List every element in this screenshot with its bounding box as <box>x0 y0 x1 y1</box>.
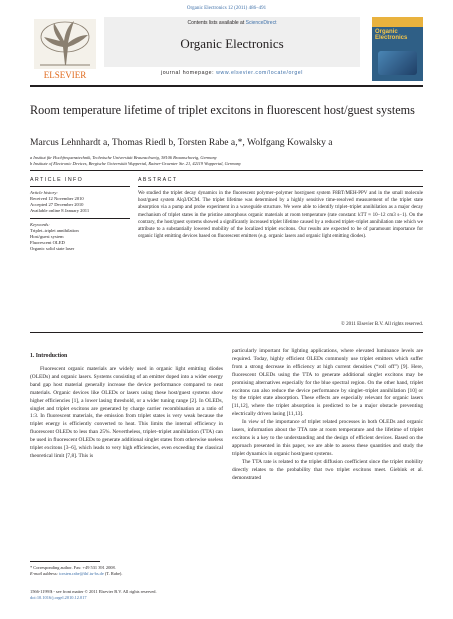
affiliation-b: b Institute of Electronic Devices, Bergische Universität Wuppertal, Rainer-Gruenter Str. 21, 42119 Wuppertal, Germany <box>30 161 241 166</box>
history-accepted: Accepted 27 December 2010 <box>30 202 84 207</box>
history-received: Received 12 November 2010 <box>30 196 84 201</box>
abstract-rule <box>138 186 423 187</box>
elsevier-tree-icon <box>30 17 100 81</box>
keyword-item: Triplet–triplet annihilation <box>30 228 79 233</box>
elsevier-logo <box>30 17 100 81</box>
abstract-heading: ABSTRACT <box>138 177 178 183</box>
email-prefix: E-mail address: <box>30 571 59 576</box>
elsevier-wordmark: ELSEVIER <box>43 70 87 80</box>
homepage-prefix: journal homepage: <box>160 70 215 76</box>
journal-homepage <box>104 70 360 76</box>
title-divider <box>30 170 423 171</box>
history-online: Available online 8 January 2011 <box>30 208 90 213</box>
author-list: Marcus Lehnhardt a, Thomas Riedl b, Torsten Rabe a,*, Wolfgang Kowalsky a <box>30 137 333 148</box>
journal-name: Organic Electronics <box>180 36 284 51</box>
body-paragraph: Fluorescent organic materials are widely used in organic light emitting diodes (OLEDs) and organic lasers. Systems consisting of an emitter doped into a wider energy band gap host material generally increase the device performance compared to neat materials. Organic devices like OLEDs or lasers using these host/guest systems show higher efficiencies [1], a lower lasing threshold, or a wider tuning range [2]. In OLEDs, singlet and triplet excitons are generated by charge carrier recombination at a ratio of 1:3. In fluorescent materials, the emission from triplet states is very weak because the triplet energy is efficiently converted to heat. This limits the internal efficiency in fluorescent OLEDs to less than 25%. Nevertheless, triplet–triplet annihilation (TTA) can be used in fluorescent OLEDs to generate additional singlet states from otherwise useless triplet excitons [3–6], which leads to very high efficiencies, even exceeding the classical theoretical limit [7,8]. This is <box>30 366 223 459</box>
cover-art <box>378 51 417 75</box>
cover-band <box>372 17 423 27</box>
journal-reference[interactable]: Organic Electronics 12 (2011) 486–491 <box>186 6 267 11</box>
email-link[interactable]: torsten.rabe@ihf.tu-bs.de <box>59 571 104 576</box>
abstract-text: We studied the triplet decay dynamics in the fluorescent polymer–polymer host/guest system F8BT/MEH-PPV and in the small molecule host/guest system Alq3/DCM. The triplet lifetime was determined by a highly sensitive time-resolved measurement of the triplet state absorption via a pump and probe experiment in a waveguide structure. We were able to identify triplet–triplet annihilation as a major decay mechanism of triplet states in the pristine amorphous organic materials at room temperature (rate constant: kTT ≈ 10−12 cm3 s−1). On the contrary, the host/guest systems showed a significantly increased triplet lifetime caused by a reduced triplet–triplet annihilation rate which we attribute to a substantially lowered mobility of the localized triplet excitons. Our results are expected to be of paramount importance for organic light emitting devices based on fluorescent emitters (e.g. organic lasers and organic light emitting diodes). <box>138 191 423 240</box>
issn-text: 1566-1199/$ - see front matter © 2011 Elsevier B.V. All rights reserved. <box>30 589 157 594</box>
keywords-label: Keywords: <box>30 222 50 227</box>
sciencedirect-link[interactable]: ScienceDirect <box>245 20 277 26</box>
history-label: Article history: <box>30 190 58 195</box>
abstract-bottom-rule <box>30 332 423 333</box>
footnote-rule <box>30 561 100 562</box>
contents-prefix: Contents lists available at <box>187 20 245 26</box>
article-info-rule <box>30 186 130 187</box>
left-column <box>30 366 223 461</box>
email-note <box>30 571 223 577</box>
journal-cover-image <box>372 17 423 81</box>
homepage-link[interactable]: www.elsevier.com/locate/orgel <box>216 70 304 76</box>
header-divider <box>30 85 423 87</box>
cover-title: Organic Electronics <box>375 29 408 41</box>
body-paragraph: particularly important for lighting applications, where elevated luminance levels are required. Today, highly efficient OLEDs commonly use triplet emitters which suffer from a strong decrease in efficiency at high current densities (“roll off”) [9]. Here, fluorescent OLEDs using the TTA to generate additional singlet excitons may be promising alternatives especially for the blue spectral region. On the other hand, triplet excitons can also reduce the device performance by singlet–triplet annihilation [10] or by the triplet state absorption. These effects are especially relevant for organic lasers [11,12], where the triplet absorption is predicted to be a major obstacle preventing electrically driven lasing [11,13]. <box>232 348 423 418</box>
keyword-item: Fluorescent OLED <box>30 240 65 245</box>
contents-line <box>104 20 360 26</box>
article-info-heading: ARTICLE INFO <box>30 177 84 183</box>
issn-line <box>30 589 230 601</box>
abstract-copyright: © 2011 Elsevier B.V. All rights reserved. <box>341 322 423 327</box>
doi-link[interactable]: doi:10.1016/j.orgel.2010.12.017 <box>30 595 87 600</box>
right-column <box>232 348 423 482</box>
body-paragraph: The TTA rate is related to the triplet diffusion coefficient since the triplet mobility directly relates to the probability that two triplet excitons meet. Giebink et al. demonstrated <box>232 458 423 481</box>
keywords-rule <box>30 218 130 219</box>
affiliation-a: a Institut für Hochfrequenztechnik, Technische Universität Braunschweig, 38106 Braunschweig, Germany <box>30 155 217 160</box>
email-suffix: (T. Rabe). <box>104 571 123 576</box>
article-title: Room temperature lifetime of triplet excitons in fluorescent host/guest systems <box>30 103 415 117</box>
keyword-item: Host/guest system <box>30 234 64 239</box>
corresponding-author-note: * Corresponding author. Fax: +49 531 391 2008. <box>30 565 116 570</box>
introduction-heading: 1. Introduction <box>30 353 68 359</box>
body-paragraph: In view of the importance of triplet related processes in both OLEDs and organic lasers, information about the TTA rate at room temperature and the lifetime of triplet excitons is a key to the understanding and the design of efficient devices. Based on the approach presented in this paper, we are able to assess these quantities and study the triplet dynamics in organic host/guest systems. <box>232 419 423 457</box>
keyword-item: Organic solid state laser <box>30 246 75 251</box>
